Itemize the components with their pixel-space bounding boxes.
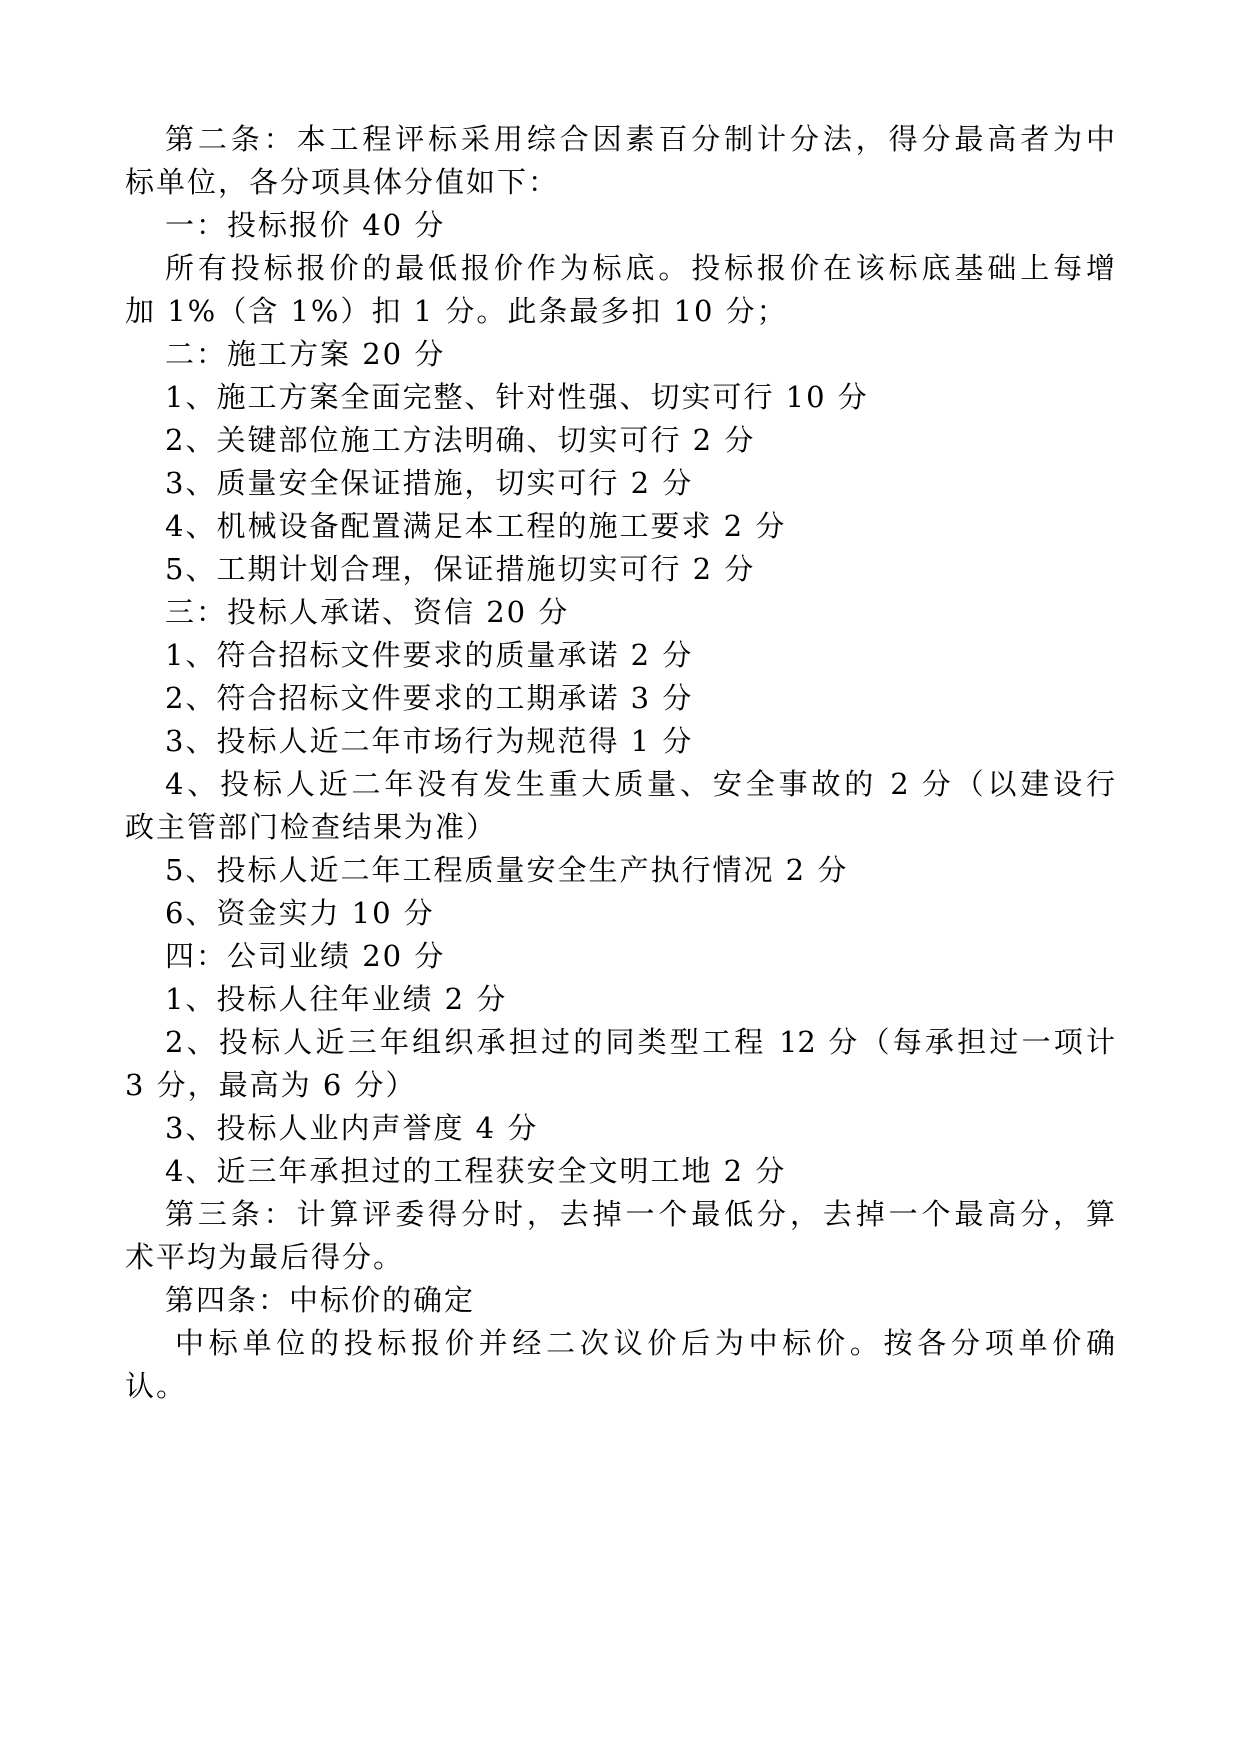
section-3-item-5: 5、投标人近二年工程质量安全生产执行情况 2 分 <box>165 853 849 887</box>
section-4-item-1: 1、投标人往年业绩 2 分 <box>165 982 508 1016</box>
section-3-item-6: 6、资金实力 10 分 <box>165 896 435 930</box>
section-3-item-1: 1、符合招标文件要求的质量承诺 2 分 <box>165 638 694 672</box>
article-4-heading: 第四条：中标价的确定 <box>165 1283 476 1317</box>
section-3-heading: 三：投标人承诺、资信 20 分 <box>165 595 570 629</box>
section-4-item-2-line-1: 2、投标人近三年组织承担过的同类型工程 12 分（每承担过一项计 <box>165 1025 1115 1059</box>
article-4-text-line-2: 认。 <box>125 1369 188 1403</box>
section-1-text-line-1: 所有投标报价的最低报价作为标底。投标报价在该标底基础上每增 <box>165 251 1115 285</box>
section-1-text-line-2: 加 1%（含 1%）扣 1 分。此条最多扣 10 分； <box>125 294 788 328</box>
article-3-text-line-1: 第三条：计算评委得分时，去掉一个最低分，去掉一个最高分，算 <box>165 1197 1115 1231</box>
article-2-text-line-2: 标单位，各分项具体分值如下： <box>125 165 560 199</box>
section-3-item-4-line-1: 4、投标人近二年没有发生重大质量、安全事故的 2 分（以建设行 <box>165 767 1115 801</box>
section-2-item-3: 3、质量安全保证措施，切实可行 2 分 <box>165 466 694 500</box>
section-3-item-3: 3、投标人近二年市场行为规范得 1 分 <box>165 724 694 758</box>
article-3-text-line-2: 术平均为最后得分。 <box>125 1240 405 1274</box>
section-1-heading: 一：投标报价 40 分 <box>165 208 446 242</box>
section-4-item-4: 4、近三年承担过的工程获安全文明工地 2 分 <box>165 1154 787 1188</box>
section-2-heading: 二：施工方案 20 分 <box>165 337 446 371</box>
section-3-item-2: 2、符合招标文件要求的工期承诺 3 分 <box>165 681 694 715</box>
section-2-item-1: 1、施工方案全面完整、针对性强、切实可行 10 分 <box>165 380 869 414</box>
section-4-heading: 四：公司业绩 20 分 <box>165 939 446 973</box>
section-2-item-2: 2、关键部位施工方法明确、切实可行 2 分 <box>165 423 756 457</box>
section-3-item-4-line-2: 政主管部门检查结果为准） <box>125 810 498 844</box>
section-2-item-5: 5、工期计划合理，保证措施切实可行 2 分 <box>165 552 756 586</box>
section-2-item-4: 4、机械设备配置满足本工程的施工要求 2 分 <box>165 509 787 543</box>
article-4-text-line-1: 中标单位的投标报价并经二次议价后为中标价。按各分项单价确 <box>175 1326 1115 1360</box>
section-4-item-2-line-2: 3 分，最高为 6 分） <box>125 1068 417 1102</box>
article-2-text-line-1: 第二条：本工程评标采用综合因素百分制计分法，得分最高者为中 <box>165 122 1115 156</box>
document-body <box>125 118 1115 1408</box>
section-4-item-3: 3、投标人业内声誉度 4 分 <box>165 1111 539 1145</box>
